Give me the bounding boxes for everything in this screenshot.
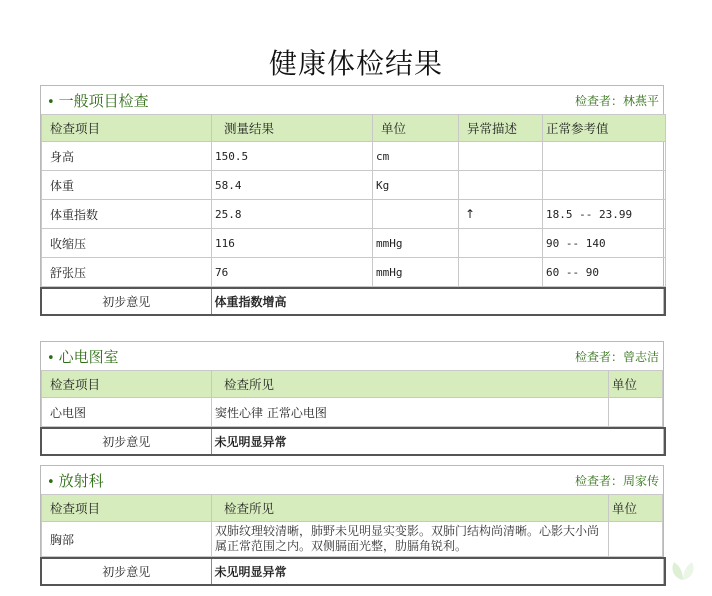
table-header-row <box>42 495 663 522</box>
section-header <box>41 342 663 370</box>
reference-range <box>543 171 666 200</box>
table-row <box>42 398 663 427</box>
section-header <box>41 86 663 114</box>
opinion-row <box>40 427 666 456</box>
table-row <box>42 258 666 287</box>
results-table <box>41 494 663 557</box>
column-header: 正常参考值 <box>543 115 666 142</box>
opinion-row <box>40 287 666 316</box>
opinion-label: 初步意见 <box>41 428 211 455</box>
section-ecg <box>40 341 664 456</box>
reference-range <box>543 142 666 171</box>
measured-value: 76 <box>212 258 373 287</box>
table-header-row <box>42 115 666 142</box>
unit: Kg <box>373 171 459 200</box>
abnormal-desc <box>459 258 543 287</box>
abnormal-desc <box>459 229 543 258</box>
table-row <box>42 200 666 229</box>
bullet-icon: • <box>47 475 55 490</box>
abnormal-up-arrow: ↑ <box>459 200 543 229</box>
unit <box>373 200 459 229</box>
results-table <box>41 370 663 427</box>
column-header: 异常描述 <box>459 115 543 142</box>
item-name: 心电图 <box>42 398 212 427</box>
table-row <box>42 229 666 258</box>
abnormal-desc <box>459 171 543 200</box>
bullet-icon: • <box>47 351 55 366</box>
table-row <box>42 522 663 557</box>
column-header: 单位 <box>609 371 663 398</box>
column-header: 单位 <box>373 115 459 142</box>
item-name: 收缩压 <box>42 229 212 258</box>
column-header: 检查项目 <box>42 495 212 522</box>
section-title: • 一般项目检查 <box>47 92 149 110</box>
section-title: • 放射科 <box>47 472 104 490</box>
reference-range: 60 -- 90 <box>543 258 666 287</box>
page-title: 健康体检结果 <box>268 47 443 80</box>
column-header: 检查所见 <box>212 495 609 522</box>
leaf-logo-icon <box>668 558 698 582</box>
item-name: 胸部 <box>42 522 212 557</box>
unit: cm <box>373 142 459 171</box>
reference-range: 90 -- 140 <box>543 229 666 258</box>
opinion-value: 体重指数增高 <box>211 288 665 315</box>
opinion-value: 未见明显异常 <box>211 428 665 455</box>
item-name: 舒张压 <box>42 258 212 287</box>
column-header: 检查所见 <box>212 371 609 398</box>
examiner-label: 检查者：曾志洁 <box>574 350 659 364</box>
unit <box>609 398 663 427</box>
abnormal-desc <box>459 142 543 171</box>
examiner-label: 检查者：林燕平 <box>574 94 659 108</box>
table-row <box>42 171 666 200</box>
opinion-value: 未见明显异常 <box>211 558 665 585</box>
section-header <box>41 466 663 494</box>
unit <box>609 522 663 557</box>
opinion-row <box>40 557 666 586</box>
section-title: • 心电图室 <box>47 348 119 366</box>
finding-text: 双肺纹理较清晰，肺野未见明显实变影。双肺门结构尚清晰。心影大小尚属正常范围之内。双侧膈面光整，肋膈角锐利。 <box>212 522 609 557</box>
bullet-icon: • <box>47 95 55 110</box>
measured-value: 25.8 <box>212 200 373 229</box>
unit: mmHg <box>373 258 459 287</box>
item-name: 体重指数 <box>42 200 212 229</box>
section-general-exam <box>40 85 664 316</box>
measured-value: 58.4 <box>212 171 373 200</box>
examiner-label: 检查者：周家传 <box>574 474 659 488</box>
column-header: 检查项目 <box>42 371 212 398</box>
column-header: 单位 <box>609 495 663 522</box>
column-header: 测量结果 <box>212 115 373 142</box>
measured-value: 116 <box>212 229 373 258</box>
table-row <box>42 142 666 171</box>
table-header-row <box>42 371 663 398</box>
results-table <box>41 114 666 287</box>
opinion-label: 初步意见 <box>41 558 211 585</box>
measured-value: 150.5 <box>212 142 373 171</box>
section-radiology <box>40 465 664 586</box>
item-name: 身高 <box>42 142 212 171</box>
item-name: 体重 <box>42 171 212 200</box>
column-header: 检查项目 <box>42 115 212 142</box>
unit: mmHg <box>373 229 459 258</box>
reference-range: 18.5 -- 23.99 <box>543 200 666 229</box>
opinion-label: 初步意见 <box>41 288 211 315</box>
finding-text: 窦性心律 正常心电图 <box>212 398 609 427</box>
